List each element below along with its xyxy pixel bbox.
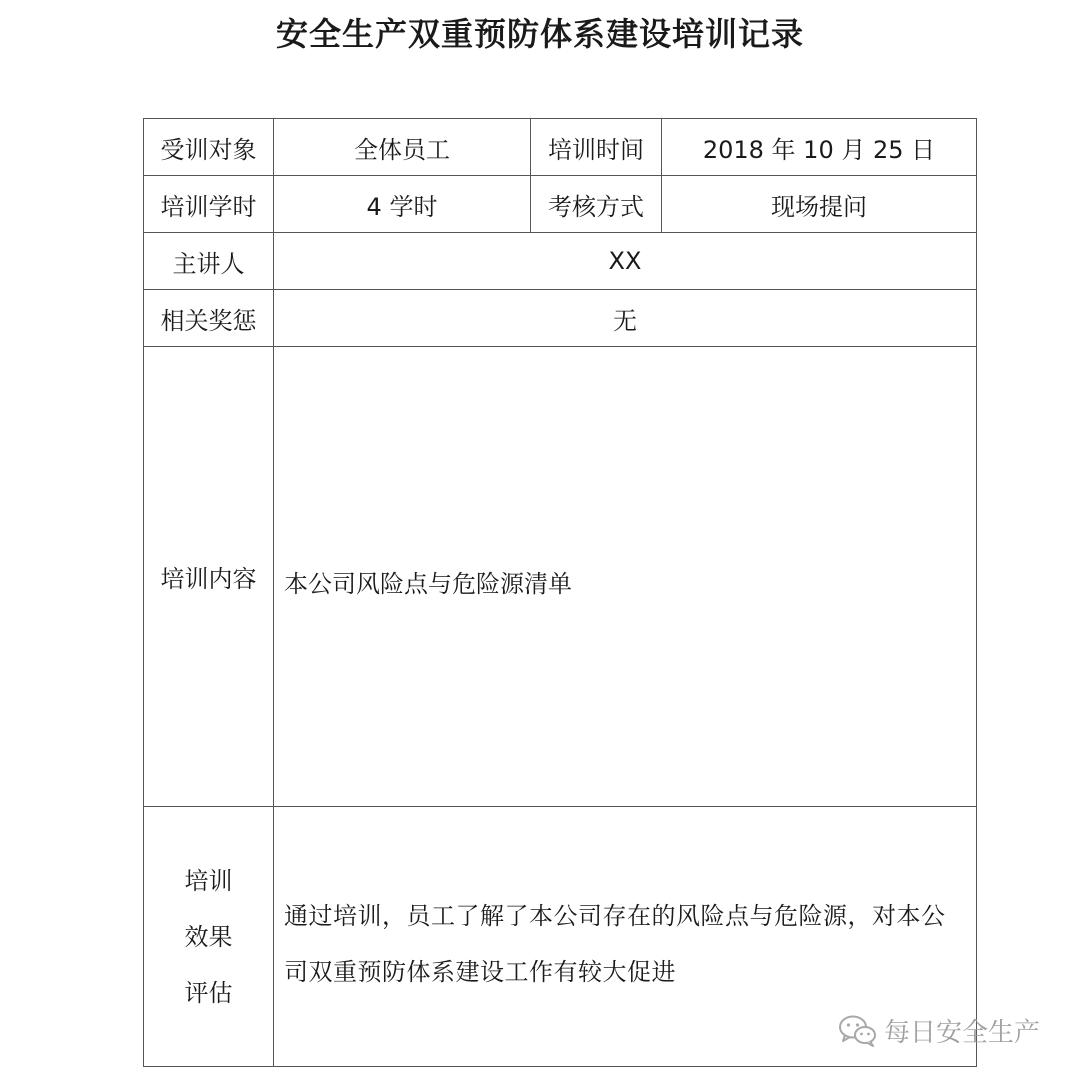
evaluation-label-line: 效果: [184, 922, 233, 951]
content-value: 本公司风险点与危险源清单: [284, 569, 572, 598]
wechat-icon: [838, 1014, 878, 1048]
training-time-label: 培训时间: [531, 119, 662, 176]
table-row: [144, 347, 977, 807]
assessment-method-label: 考核方式: [531, 176, 662, 233]
rewards-value: 无: [274, 290, 977, 347]
training-record-table: [143, 118, 977, 1067]
table-row: [144, 119, 977, 176]
watermark: [838, 1012, 1040, 1049]
evaluation-label: [144, 807, 274, 1067]
training-hours-label: 培训学时: [144, 176, 274, 233]
table-row: [144, 290, 977, 347]
evaluation-value: 通过培训，员工了解了本公司存在的风险点与危险源，对本公司双重预防体系建设工作有较大促进: [284, 901, 946, 986]
content-label: 培训内容: [144, 347, 274, 807]
training-hours-value: 4 学时: [274, 176, 531, 233]
content-cell: [274, 347, 977, 807]
table-row: [144, 233, 977, 290]
trainee-label: 受训对象: [144, 119, 274, 176]
rewards-label: 相关奖惩: [144, 290, 274, 347]
training-time-value: 2018 年 10 月 25 日: [662, 119, 977, 176]
watermark-text: 每日安全生产: [884, 1018, 1041, 1048]
speaker-label: 主讲人: [144, 233, 274, 290]
speaker-value: XX: [274, 233, 977, 290]
document-title: 安全生产双重预防体系建设培训记录: [275, 15, 804, 53]
assessment-method-value: 现场提问: [662, 176, 977, 233]
evaluation-label-line: 培训: [184, 866, 233, 895]
evaluation-label-line: 评估: [184, 978, 233, 1007]
trainee-value: 全体员工: [274, 119, 531, 176]
table-row: [144, 176, 977, 233]
